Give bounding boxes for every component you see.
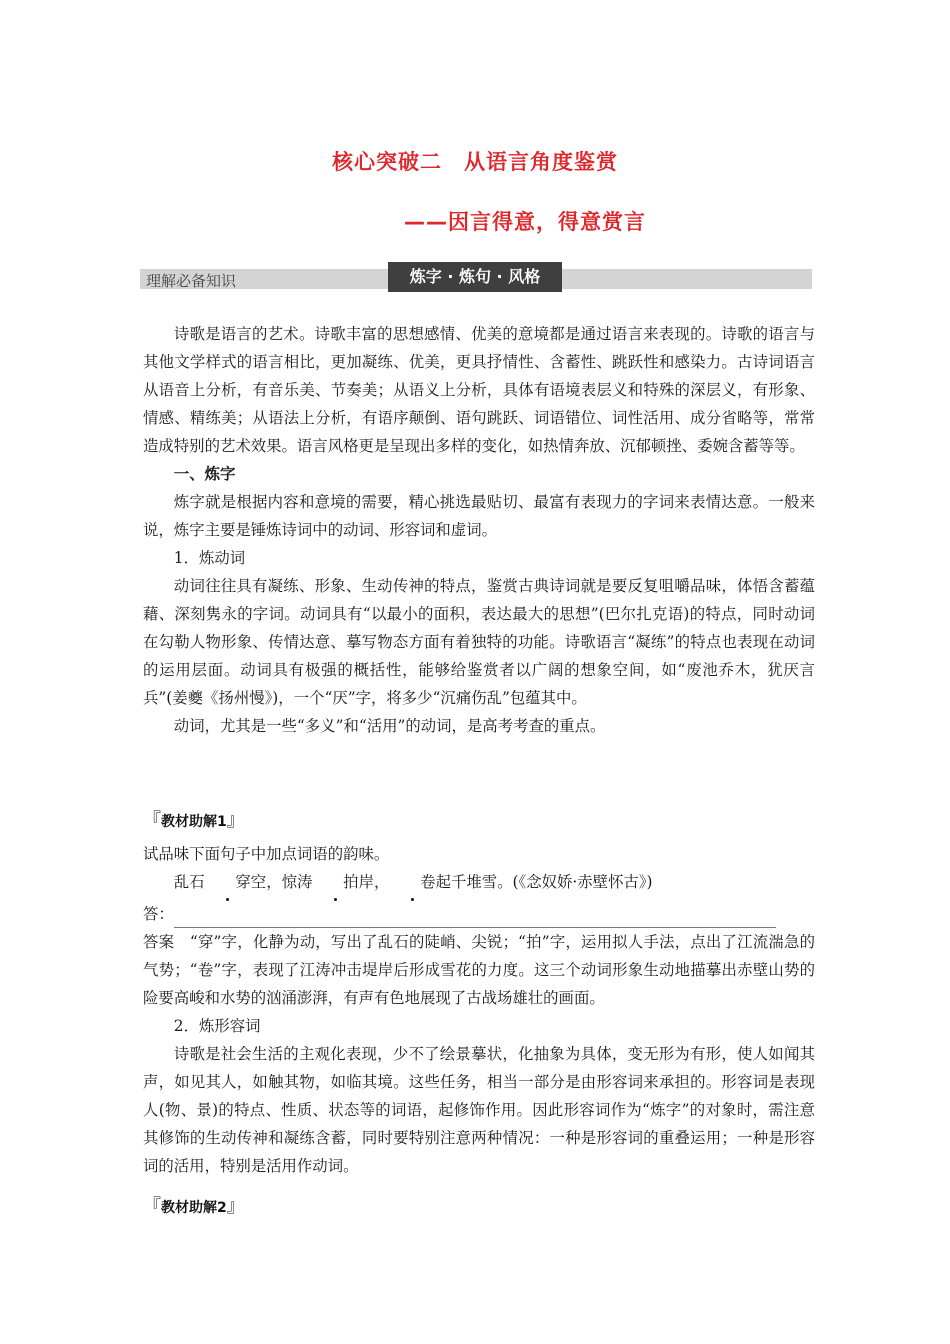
answer-key [143,928,815,1012]
section-badge: 炼字 · 炼句 · 风格 [388,262,562,292]
bracket-open: 『 [143,810,161,831]
part1-heading: 一、炼字 [173,465,236,483]
exercise1-tag [143,806,245,832]
dotted-word: 拍 [312,868,358,896]
intro-paragraph: 诗歌是语言的艺术。诗歌丰富的思想感情、优美的意境都是通过语言来表现的。诗歌的语言与其他文学样式的语言相比，更加凝练、优美，更具抒情性、含蓄性、跳跃性和感染力。古诗词语言从语音上分析，有音乐美、节奏美；从语义上分析，具体有语境表层义和特殊的深层义，有形象、情感、精练美；从语法上分析，有语序颠倒、语句跳跃、词语错位、词性活用、成分省略等，常常造成特别的艺术效果。语言风格更是呈现出多样的变化，如热情奔放、沉郁顿挫、委婉含蓄等等。 [143,325,815,455]
exercise1-prompt: 试品味下面句子中加点词语的韵味。 [143,845,390,863]
answer-key-text: “穿”字，化静为动，写出了乱石的陡峭、尖锐；“拍”字，运用拟人手法，点出了江流湍急的气势；“卷”字，表现了江涛冲击堤岸后形成雪花的力度。这三个动词形象生动地描摹出赤壁山势的险要高峻和水势的汹涌澎湃，有声有色地展现了古战场雄壮的画面。 [143,933,815,1007]
exercise1-block [143,840,815,1180]
dotted-word: 穿 [205,868,251,896]
intro-block [143,320,815,740]
answer-key-label: 答案 [143,933,175,951]
bracket-open: 『 [143,1196,161,1217]
bracket-close: 』 [226,810,245,831]
bracket-close: 』 [226,1196,245,1217]
sub1-body: 动词往往具有凝练、形象、生动传神的特点，鉴赏古典诗词就是要反复咀嚼品味，体悟含蓄蕴藉、深刻隽永的字词。动词具有“以最小的面积，表达最大的思想”(巴尔扎克语)的特点，同时动词在勾勒人物形象、传情达意、摹写物态方面有着独特的功能。诗歌语言“凝练”的特点也表现在动词的运用层面。动词具有极强的概括性，能够给鉴赏者以广阔的想象空间，如“废池乔木，犹厌言兵”(姜夔《扬州慢》)，一个“厌”字，将多少“沉痛伤乱”包蕴其中。 [143,577,815,707]
exercise2-tag [143,1192,245,1218]
sub1-note: 动词，尤其是一些“多义”和“活用”的动词，是高考考查的重点。 [173,717,606,735]
exercise1-label: 教材助解1 [161,814,227,830]
exercise2-label: 教材助解2 [161,1200,227,1216]
page-subtitle: ——因言得意，得意赏言 [404,210,646,234]
answer-field[interactable] [174,909,776,928]
sub2-body: 诗歌是社会生活的主观化表现，少不了绘景摹状，化抽象为具体，变无形为有形，使人如闻其声，如见其人，如触其物，如临其境。这些任务，相当一部分是由形容词来承担的。形容词是表现人(物、景)的特点、性质、状态等的词语，起修饰作用。因此形容词作为“炼字”的对象时，需注意其修饰的生动传神和凝练含蓄，同时要特别注意两种情况：一种是形容词的重叠运用；一种是形容词的活用，特别是活用作动词。 [143,1045,815,1175]
sub1-heading: 1．炼动词 [173,549,246,567]
answer-label: 答： [143,905,174,923]
sub2-heading: 2．炼形容词 [173,1017,261,1035]
exercise1-verse: 乱石 穿空，惊涛 拍岸， 卷起千堆雪。(《念奴娇·赤壁怀古》) [143,868,815,896]
section-bar-label: 理解必备知识 [146,272,237,290]
dotted-word: 卷 [389,868,435,896]
section-bar [140,269,812,289]
answer-line [143,900,815,928]
part1-body: 炼字就是根据内容和意境的需要，精心挑选最贴切、最富有表现力的字词来表情达意。一般来说，炼字主要是锤炼诗词中的动词、形容词和虚词。 [143,493,815,539]
page-title: 核心突破二 从语言角度鉴赏 [332,150,618,174]
